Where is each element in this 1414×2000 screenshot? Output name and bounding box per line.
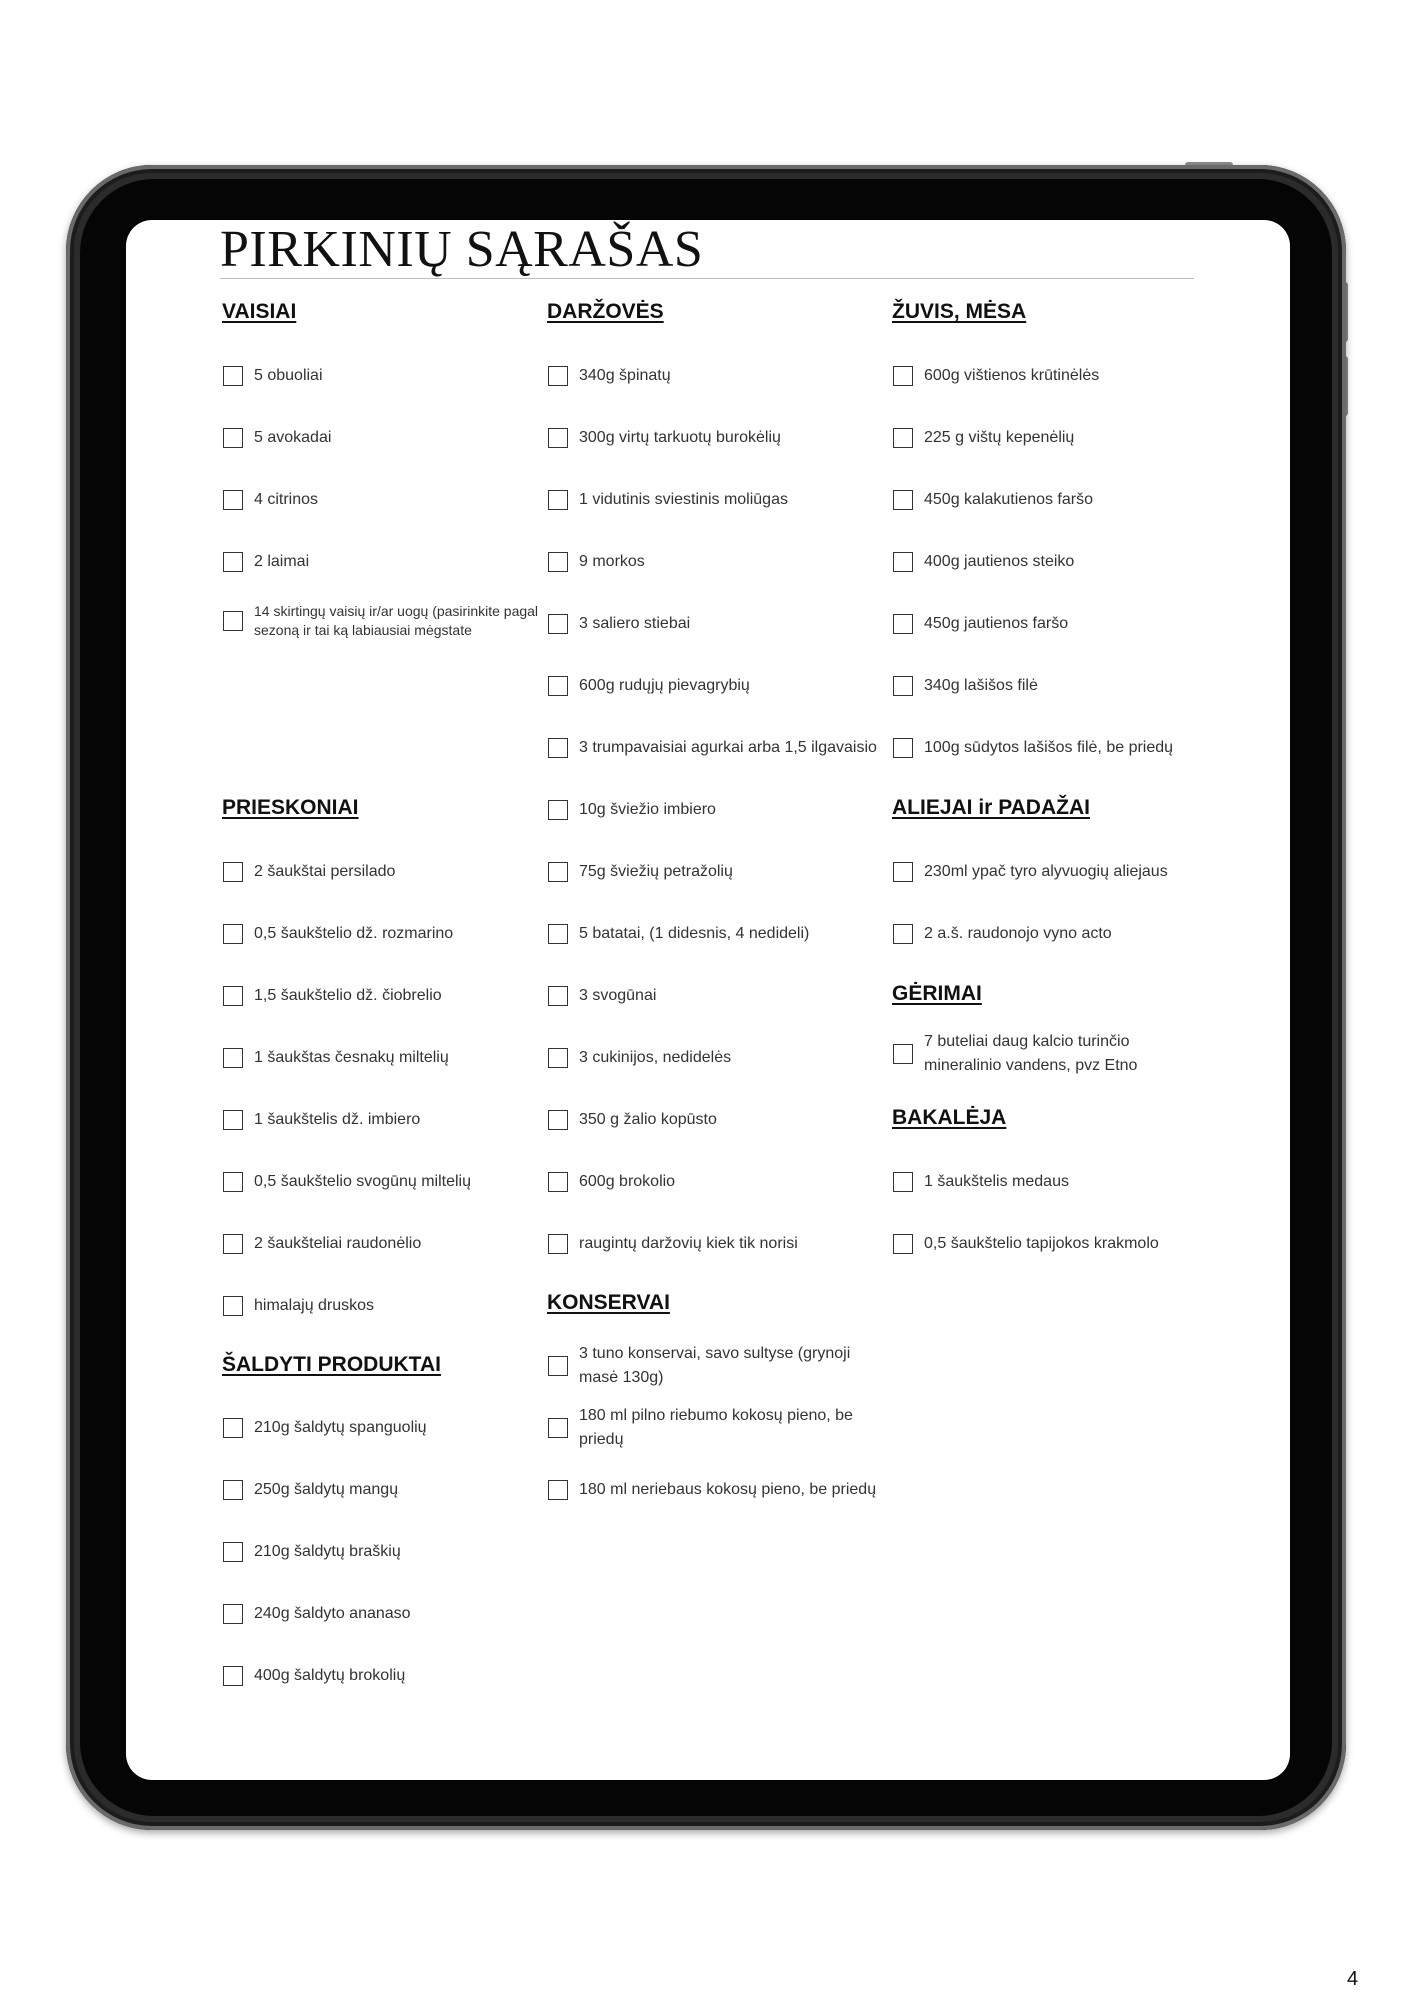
list-item[interactable]: 0,5 šaukštelio dž. rozmarino: [223, 922, 453, 946]
checkbox[interactable]: [548, 490, 568, 510]
checkbox[interactable]: [223, 986, 243, 1006]
checkbox[interactable]: [223, 1666, 243, 1686]
list-item[interactable]: 75g šviežių petražolių: [548, 860, 733, 884]
list-item[interactable]: 3 saliero stiebai: [548, 612, 690, 636]
list-item[interactable]: 1 vidutinis sviestinis moliūgas: [548, 488, 788, 512]
heading-bakaleja: BAKALĖJA: [892, 1106, 1007, 1129]
checkbox[interactable]: [548, 366, 568, 386]
checkbox[interactable]: [893, 676, 913, 696]
heading-saldyti-produktai: ŠALDYTI PRODUKTAI: [222, 1353, 441, 1376]
list-item[interactable]: 1 šaukštelis dž. imbiero: [223, 1108, 420, 1132]
checkbox[interactable]: [223, 1480, 243, 1500]
checkbox[interactable]: [548, 924, 568, 944]
list-item[interactable]: 0,5 šaukštelio tapijokos krakmolo: [893, 1232, 1159, 1256]
checkbox[interactable]: [223, 1234, 243, 1254]
list-item[interactable]: 1 šaukštas česnakų miltelių: [223, 1046, 449, 1070]
checkbox[interactable]: [223, 366, 243, 386]
checkbox[interactable]: [223, 490, 243, 510]
list-item[interactable]: 9 morkos: [548, 550, 645, 574]
checkbox[interactable]: [223, 1172, 243, 1192]
page-number: 4: [1347, 1968, 1359, 1990]
list-item[interactable]: 4 citrinos: [223, 488, 318, 512]
checkbox[interactable]: [893, 1172, 913, 1192]
list-item[interactable]: 350 g žalio kopūsto: [548, 1108, 717, 1132]
list-item[interactable]: 1 šaukštelis medaus: [893, 1170, 1069, 1194]
checkbox[interactable]: [548, 1048, 568, 1068]
heading-konservai: KONSERVAI: [547, 1291, 670, 1314]
list-item[interactable]: 400g šaldytų brokolių: [223, 1664, 405, 1688]
list-item[interactable]: 3 trumpavaisiai agurkai arba 1,5 ilgavaisio: [548, 736, 877, 760]
list-item[interactable]: 180 ml neriebaus kokosų pieno, be priedų: [548, 1478, 876, 1502]
list-item[interactable]: himalajų druskos: [223, 1294, 374, 1318]
list-item[interactable]: 2 laimai: [223, 550, 309, 574]
list-item[interactable]: 225 g vištų kepenėlių: [893, 426, 1074, 450]
list-item[interactable]: 600g rudųjų pievagrybių: [548, 674, 750, 698]
checkbox[interactable]: [548, 1110, 568, 1130]
checkbox[interactable]: [893, 552, 913, 572]
checkbox[interactable]: [223, 862, 243, 882]
checkbox[interactable]: [223, 924, 243, 944]
checkbox[interactable]: [223, 1418, 243, 1438]
list-item[interactable]: 450g jautienos faršo: [893, 612, 1068, 636]
checkbox[interactable]: [548, 428, 568, 448]
list-item[interactable]: 1,5 šaukštelio dž. čiobrelio: [223, 984, 442, 1008]
list-item[interactable]: 5 obuoliai: [223, 364, 323, 388]
checkbox[interactable]: [893, 428, 913, 448]
list-item[interactable]: 210g šaldytų braškių: [223, 1540, 401, 1564]
list-item[interactable]: 5 batatai, (1 didesnis, 4 nedideli): [548, 922, 809, 946]
title-divider: [220, 278, 1194, 279]
checkbox[interactable]: [893, 1044, 913, 1064]
list-item[interactable]: 230ml ypač tyro alyvuogių aliejaus: [893, 860, 1168, 884]
list-item[interactable]: 3 svogūnai: [548, 984, 656, 1008]
list-item[interactable]: 250g šaldytų mangų: [223, 1478, 398, 1502]
shopping-list-sheet: [126, 220, 1290, 1780]
list-item[interactable]: raugintų daržovių kiek tik norisi: [548, 1232, 798, 1256]
checkbox[interactable]: [223, 1604, 243, 1624]
list-item[interactable]: 180 ml pilno riebumo kokosų pieno, be priedų: [548, 1404, 879, 1452]
heading-zuvis-mesa: ŽUVIS, MĖSA: [892, 300, 1027, 323]
checkbox[interactable]: [223, 1110, 243, 1130]
list-item[interactable]: 0,5 šaukštelio svogūnų miltelių: [223, 1170, 471, 1194]
checkbox[interactable]: [548, 1172, 568, 1192]
list-item[interactable]: 3 tuno konservai, savo sultyse (grynoji masė 130g): [548, 1342, 879, 1390]
list-item[interactable]: 210g šaldytų spanguolių: [223, 1416, 427, 1440]
checkbox[interactable]: [893, 862, 913, 882]
checkbox[interactable]: [223, 1048, 243, 1068]
checkbox[interactable]: [548, 862, 568, 882]
list-item[interactable]: 600g brokolio: [548, 1170, 675, 1194]
list-item[interactable]: 300g virtų tarkuotų burokėlių: [548, 426, 781, 450]
checkbox[interactable]: [548, 1356, 568, 1376]
list-item[interactable]: 2 a.š. raudonojo vyno acto: [893, 922, 1112, 946]
checkbox[interactable]: [548, 676, 568, 696]
checkbox[interactable]: [893, 738, 913, 758]
heading-aliejai-padazai: ALIEJAI ir PADAŽAI: [892, 796, 1090, 819]
list-item[interactable]: 600g vištienos krūtinėlės: [893, 364, 1099, 388]
checkbox[interactable]: [548, 986, 568, 1006]
heading-vaisiai: VAISIAI: [222, 300, 297, 323]
checkbox[interactable]: [893, 490, 913, 510]
list-item[interactable]: 450g kalakutienos faršo: [893, 488, 1093, 512]
heading-darzoves: DARŽOVĖS: [547, 300, 664, 323]
page-title: PIRKINIŲ SĄRAŠAS: [220, 221, 704, 278]
checkbox[interactable]: [548, 614, 568, 634]
list-item[interactable]: 14 skirtingų vaisių ir/ar uogų (pasirinkite pagal sezoną ir tai ką labiausiai mėgstate: [223, 602, 539, 640]
heading-gerimai: GĖRIMAI: [892, 982, 982, 1005]
checkbox[interactable]: [548, 738, 568, 758]
checkbox[interactable]: [893, 366, 913, 386]
checkbox[interactable]: [223, 611, 243, 631]
checkbox[interactable]: [893, 1234, 913, 1254]
checkbox[interactable]: [223, 552, 243, 572]
checkbox[interactable]: [548, 800, 568, 820]
checkbox[interactable]: [548, 1234, 568, 1254]
list-item[interactable]: 3 cukinijos, nedidelės: [548, 1046, 731, 1070]
checkbox[interactable]: [893, 924, 913, 944]
list-item[interactable]: 240g šaldyto ananaso: [223, 1602, 411, 1626]
list-item[interactable]: 2 šaukštai persilado: [223, 860, 395, 884]
list-item[interactable]: 340g lašišos filė: [893, 674, 1038, 698]
checkbox[interactable]: [893, 614, 913, 634]
heading-prieskoniai: PRIESKONIAI: [222, 796, 359, 819]
list-item[interactable]: 5 avokadai: [223, 426, 331, 450]
checkbox[interactable]: [223, 428, 243, 448]
checkbox[interactable]: [223, 1296, 243, 1316]
list-item[interactable]: 100g sūdytos lašišos filė, be priedų: [893, 736, 1173, 760]
list-item[interactable]: 400g jautienos steiko: [893, 550, 1074, 574]
list-item[interactable]: 340g špinatų: [548, 364, 671, 388]
list-item[interactable]: 10g šviežio imbiero: [548, 798, 716, 822]
list-item[interactable]: 2 šaukšteliai raudonėlio: [223, 1232, 421, 1256]
list-item[interactable]: 7 buteliai daug kalcio turinčio mineralinio vandens, pvz Etno: [893, 1030, 1174, 1078]
checkbox[interactable]: [548, 1480, 568, 1500]
checkbox[interactable]: [548, 1418, 568, 1438]
checkbox[interactable]: [548, 552, 568, 572]
checkbox[interactable]: [223, 1542, 243, 1562]
